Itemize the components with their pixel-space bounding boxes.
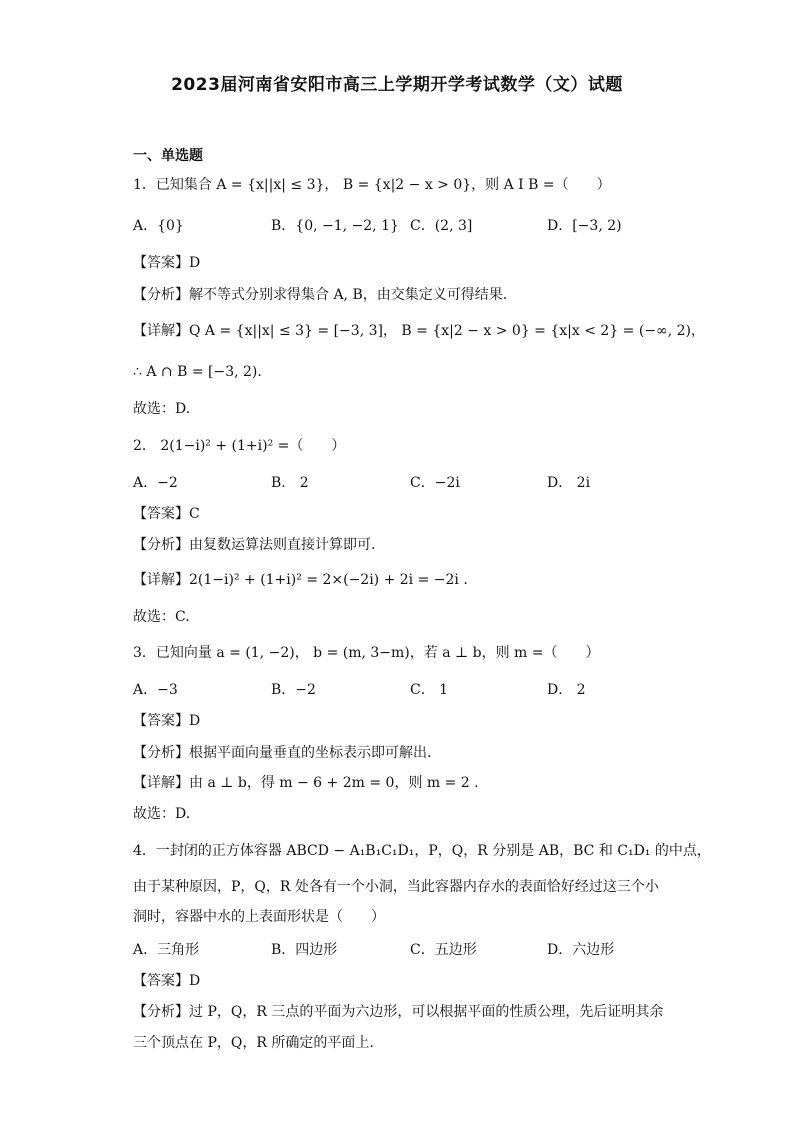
q1-choose: 故选：D.	[133, 401, 191, 417]
analysis-label: 【分析】	[133, 745, 189, 761]
q4-option-a: A．三角形	[133, 942, 200, 958]
detail-text: 2(1−i)² + (1+i)² = 2×(−2i) + 2i = −2i .	[189, 572, 468, 588]
question-2-stem: 2． 2(1−i)² + (1+i)² =（ ）	[133, 438, 346, 454]
answer-value: D	[189, 255, 201, 271]
q2-answer	[133, 504, 200, 524]
question-3-stem: 3．已知向量 a = (1, −2)， b = (m, 3−m)，若 a ⊥ b，则 m =（ ）	[133, 645, 600, 661]
answer-value: C	[189, 506, 200, 522]
q2-option-d: D． 2i	[547, 475, 591, 491]
answer-value: D	[189, 713, 201, 729]
analysis-label: 【分析】	[133, 537, 189, 553]
q3-choose: 故选：D.	[133, 806, 191, 822]
q1-detail-cont: ∴ A ∩ B = [−3, 2).	[133, 364, 262, 380]
answer-label: 【答案】	[133, 713, 189, 729]
analysis-text: 解不等式分别求得集合 A, B，由交集定义可得结果.	[189, 287, 508, 303]
q1-answer	[133, 253, 200, 273]
q4-analysis-cont: 三个顶点在 P，Q，R 所确定的平面上.	[133, 1035, 374, 1051]
question-4-stem-cont2: 洞时，容器中水的上表面形状是（ ）	[133, 909, 385, 925]
analysis-label: 【分析】	[133, 287, 189, 303]
section-heading: 一、单选题	[133, 148, 203, 164]
q4-option-c: C．五边形	[410, 942, 477, 958]
q3-option-d: D． 2	[547, 682, 586, 698]
question-4-stem: 4．一封闭的正方体容器 ABCD − A₁B₁C₁D₁，P，Q，R 分别是 AB，BC 和 C₁D₁ 的中点，	[133, 843, 711, 859]
question-4-stem-cont1: 由于某种原因，P，Q，R 处各有一个小洞，当此容器内存水的表面恰好经过这三个小	[133, 879, 659, 895]
analysis-text: 由复数运算法则直接计算即可.	[189, 537, 376, 553]
q1-option-a: A．{0}	[133, 218, 184, 234]
detail-label: 【详解】	[133, 775, 189, 791]
analysis-text: 过 P，Q，R 三点的平面为六边形，可以根据平面的性质公理，先后证明其余	[189, 1004, 664, 1020]
q3-detail	[133, 773, 479, 793]
q4-option-b: B．四边形	[271, 942, 338, 958]
detail-label: 【详解】	[133, 572, 189, 588]
q2-choose: 故选：C.	[133, 609, 190, 625]
q2-detail	[133, 570, 468, 590]
q4-answer	[133, 971, 200, 991]
answer-label: 【答案】	[133, 973, 189, 989]
q1-analysis	[133, 285, 507, 305]
detail-text: 由 a ⊥ b，得 m − 6 + 2m = 0，则 m = 2 .	[189, 775, 479, 791]
q1-option-d: D．[−3, 2)	[547, 218, 622, 234]
answer-label: 【答案】	[133, 506, 189, 522]
q2-analysis	[133, 535, 375, 555]
answer-label: 【答案】	[133, 255, 189, 271]
q2-option-b: B． 2	[271, 475, 309, 491]
q4-option-d: D．六边形	[547, 942, 615, 958]
question-1-stem: 1．已知集合 A = {x||x| ≤ 3}， B = {x|2 − x > 0}，则 A I B =（ ）	[133, 177, 611, 193]
detail-text: Q A = {x||x| ≤ 3} = [−3, 3]， B = {x|2 − x > 0} = {x|x < 2} = (−∞, 2)，	[189, 323, 705, 339]
q2-option-a: A．−2	[133, 475, 178, 491]
q3-answer	[133, 711, 200, 731]
q4-analysis	[133, 1002, 663, 1022]
analysis-text: 根据平面向量垂直的坐标表示即可解出.	[189, 745, 432, 761]
q3-option-b: B．−2	[271, 682, 316, 698]
q1-option-b: B．{0, −1, −2, 1}	[271, 218, 399, 234]
q3-option-a: A．−3	[133, 682, 178, 698]
answer-value: D	[189, 973, 201, 989]
page-title: 2023届河南省安阳市高三上学期开学考试数学（文）试题	[171, 75, 623, 95]
q1-detail	[133, 321, 705, 341]
q1-option-c: C．(2, 3]	[410, 218, 473, 234]
q3-analysis	[133, 743, 431, 763]
analysis-label: 【分析】	[133, 1004, 189, 1020]
q2-option-c: C．−2i	[410, 475, 460, 491]
detail-label: 【详解】	[133, 323, 189, 339]
q3-option-c: C． 1	[410, 682, 449, 698]
